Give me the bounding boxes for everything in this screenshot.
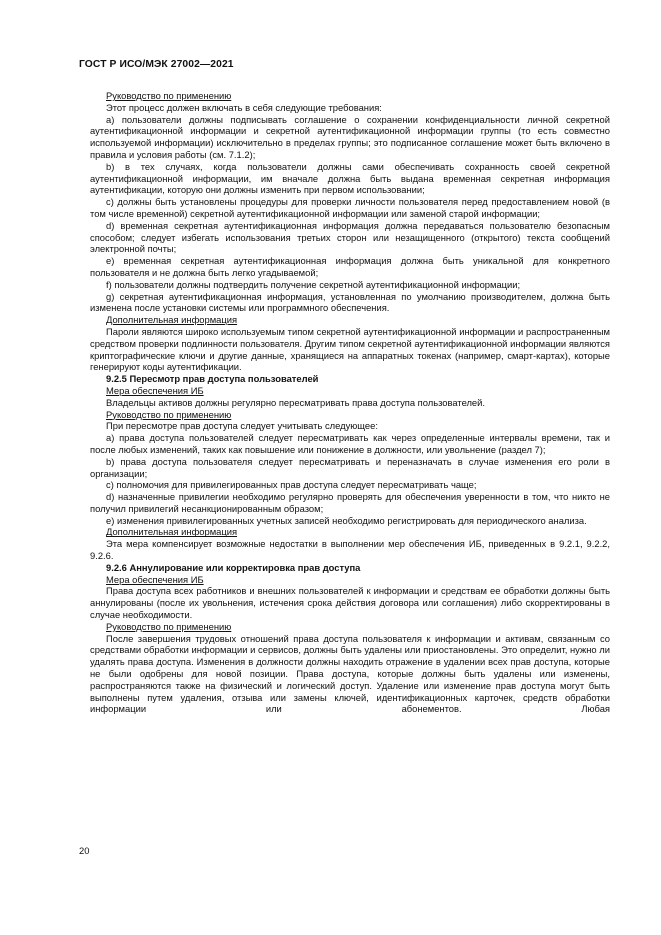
list-item: d) назначенные привилегии необходимо регулярно проверять для обеспечения уверенности в том, что никто не получил привилегий несанкционированным образом; xyxy=(90,491,610,514)
paragraph: При пересмотре прав доступа следует учитывать следующее: xyxy=(106,420,378,432)
list-item: c) полномочия для привилегированных прав доступа следует пересматривать чаще; xyxy=(106,479,477,491)
list-item: а) пользователи должны подписывать соглашение о сохранении конфиденциальности личной секретной аутентификационной информации и секретной аутентификационной информации группы (то есть совместно используемой информации) исключительно в пределах группы; это подписанное соглашение может быть включено в правила и условия работы (см. 7.1.2); xyxy=(90,113,610,160)
list-item: d) временная секретная аутентификационная информация должна передаваться пользователю безопасным способом; следует избегать использования третьих сторон или незащищенного (открытого) текста сообщений электронной почты; xyxy=(90,219,610,255)
document-body xyxy=(90,90,610,715)
paragraph: Пароли являются широко используемым типом секретной аутентификационной информации и распространенным средством проверки подлинности пользователя. Другим типом секретной аутентификационной информации являются криптографические ключи и другие данные, хранящиеся на аппаратных токенах (например, смарт-картах), которые генерируют коды аутентификации. xyxy=(90,325,610,373)
subheading: Дополнительная информация xyxy=(106,314,238,326)
section-heading: 9.2.6 Аннулирование или корректировка прав доступа xyxy=(106,561,361,573)
list-item: f) пользователи должны подтвердить получение секретной аутентификационной информации; xyxy=(106,278,521,290)
list-item: g) секретная аутентификационная информация, установленная по умолчанию производителем, должна быть изменена после установки системы или программного обеспечения. xyxy=(90,290,610,314)
list-item: e) изменения привилегированных учетных записей необходимо регистрировать для периодического анализа. xyxy=(106,514,587,526)
paragraph: После завершения трудовых отношений права доступа пользователя к информации и активам, связанным со средствами обработки информации и сервисов, должны быть удалены или приостановлены. Это определит, нужно ли удалять права доступа. Изменения в должности должны находить отражение в удалении всех прав доступа, которые не были одобрены для новой позиции. Права доступа, которые должны быть удалены или изменены, распространяются также на физический и логический доступ. Удаление или изменение прав доступа могут быть выполнены путем удаления, отзыва или замены ключей, идентификационных карточек, средств обработки информации или абонементов. Любая xyxy=(90,632,610,715)
subheading: Дополнительная информация xyxy=(106,526,238,538)
paragraph: Владельцы активов должны регулярно пересматривать права доступа пользователей. xyxy=(106,396,485,408)
list-item: b) в тех случаях, когда пользователи должны сами обеспечивать сохранность своей секретной аутентификационной информации, им вначале должна быть выдана временная секретная информация аутентификации, которую они должны изменить при первом использовании; xyxy=(90,160,610,196)
paragraph: Права доступа всех работников и внешних пользователей к информации и средствам ее обработки должны быть аннулированы (после их увольнения, истечения срока действия договора или соглашения) либо скорректированы в случае необходимости. xyxy=(90,585,610,621)
page-number: 20 xyxy=(79,845,90,856)
paragraph: Этот процесс должен включать в себя следующие требования: xyxy=(106,101,382,113)
section-heading: 9.2.5 Пересмотр прав доступа пользователей xyxy=(106,373,319,385)
subheading: Руководство по применению xyxy=(106,90,232,101)
paragraph: Эта мера компенсирует возможные недостатки в выполнении мер обеспечения ИБ, приведенных в 9.2.1, 9.2.2, 9.2.6. xyxy=(90,538,610,562)
subheading: Руководство по применению xyxy=(106,408,232,420)
list-item: c) должны быть установлены процедуры для проверки личности пользователя перед предоставлением новой (в том числе временной) секретной аутентификационной информации или заменой старой информации; xyxy=(90,196,610,219)
subheading: Мера обеспечения ИБ xyxy=(106,384,204,396)
list-item: b) права доступа пользователя следует пересматривать и переназначать в случае изменения его роли в организации; xyxy=(90,455,610,479)
document-header: ГОСТ Р ИСО/МЭК 27002—2021 xyxy=(79,59,234,70)
list-item: e) временная секретная аутентификационная информация должна быть уникальной для конкретного пользователя и не должна быть легко угадываемой; xyxy=(90,255,610,278)
list-item: а) права доступа пользователей следует пересматривать как через определенные интервалы времени, так и после любых изменений, таких как повышение или понижение в должности, или увольнение (раздел 7); xyxy=(90,432,610,455)
subheading: Мера обеспечения ИБ xyxy=(106,573,204,585)
subheading: Руководство по применению xyxy=(106,620,232,632)
